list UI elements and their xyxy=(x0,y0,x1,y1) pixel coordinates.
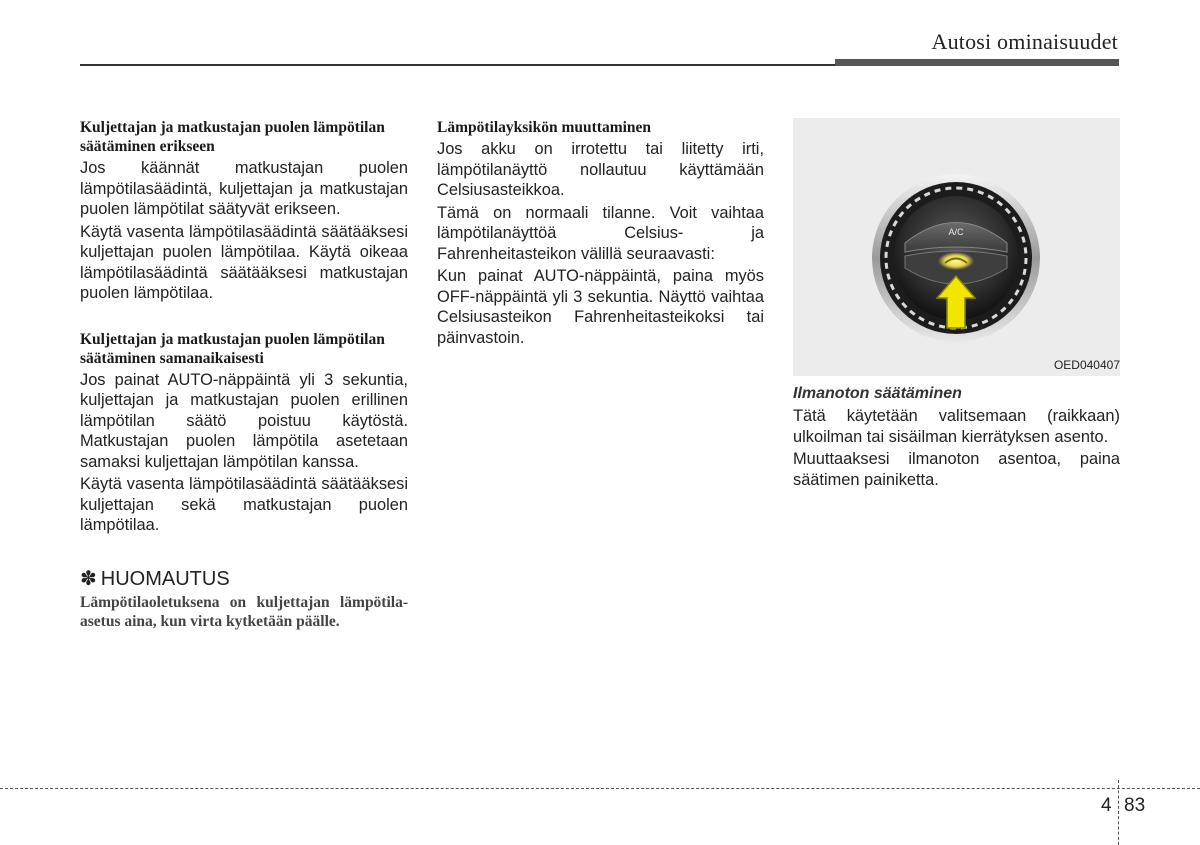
ac-button-label: A/C xyxy=(948,227,964,237)
page-header-title: Autosi ominaisuudet xyxy=(931,29,1118,54)
page-number: 83 xyxy=(1124,795,1146,816)
chapter-number: 4 xyxy=(1101,795,1112,816)
section-heading: Ilmanoton säätäminen xyxy=(793,385,962,402)
paragraph: Jos akku on irrotettu tai liitetty irti, lämpötilanäyttö nollautuu käyttämään Celsiusasteikkoa. xyxy=(437,140,764,199)
asterisk-icon: ✽ xyxy=(80,565,97,590)
paragraph: Jos käännät matkustajan puolen lämpötilasäädintä, kuljettajan ja matkustajan puolen lämpötilat säätyvät erikseen. xyxy=(80,159,408,218)
paragraph: Tätä käytetään valitsemaan (raikkaan) ulkoilman tai sisäilman kierrätyksen asento. xyxy=(793,407,1120,446)
control-knob-figure xyxy=(793,118,1120,376)
column-left xyxy=(80,118,408,632)
paragraph: Kun painat AUTO-näppäintä, paina myös OFF-näppäintä yli 3 sekuntia. Näyttö vaihtaa Celsiusasteikon Fahrenheitasteikoksi tai päinvastoin. xyxy=(437,267,764,347)
header-rule-accent xyxy=(835,59,1119,66)
note-body: Lämpötilaoletuksena on kuljettajan lämpötila-asetus aina, kun virta kytketään päälle. xyxy=(80,593,408,630)
footer-separator xyxy=(1118,780,1119,845)
section-heading: Kuljettajan ja matkustajan puolen lämpötilan säätäminen erikseen xyxy=(80,119,385,155)
figure-code: OED040407 xyxy=(1053,358,1120,372)
paragraph: Jos painat AUTO-näppäintä yli 3 sekuntia, kuljettajan ja matkustajan puolen erillinen lämpötilan säätö poistuu käytöstä. Matkustajan puolen lämpötila asetetaan samaksi kuljettajan lämpötilan kanssa. xyxy=(80,370,408,471)
paragraph: Muuttaaksesi ilmanoton asentoa, paina säätimen painiketta. xyxy=(793,450,1120,489)
note-title xyxy=(80,566,408,591)
knob-illustration xyxy=(793,118,1120,376)
section-heading: Kuljettajan ja matkustajan puolen lämpötilan säätäminen samanaikaisesti xyxy=(80,330,385,367)
column-middle xyxy=(437,118,764,348)
paragraph: Käytä vasenta lämpötilasäädintä säätääksesi kuljettajan puolen lämpötilaa. Käytä oikeaa lämpötilasäädintä säätääksesi matkustajan puolen lämpötilaa. xyxy=(80,222,408,302)
indicator-glow xyxy=(938,252,974,270)
note-title-text: HUOMAUTUS xyxy=(100,567,230,590)
section-heading: Lämpötilayksikön muuttaminen xyxy=(437,119,652,136)
paragraph: Käytä vasenta lämpötilasäädintä säätääksesi kuljettajan sekä matkustajan puolen lämpötilaa. xyxy=(80,475,408,534)
column-right xyxy=(793,118,1120,490)
footer-rule xyxy=(0,788,1200,789)
header-rule xyxy=(80,64,840,66)
paragraph: Tämä on normaali tilanne. Voit vaihtaa lämpötilanäyttöä Celsius- ja Fahrenheitasteikon välillä seuraavasti: xyxy=(437,203,764,263)
